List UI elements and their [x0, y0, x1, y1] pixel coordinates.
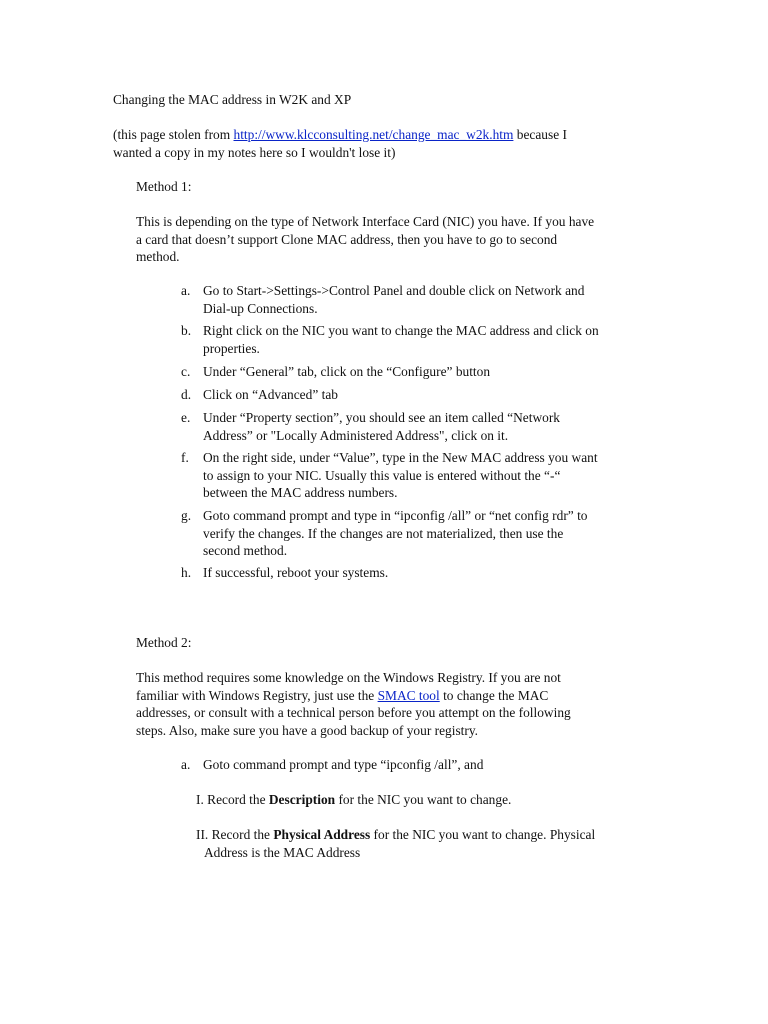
step-marker: d. — [181, 387, 192, 402]
substep-bold: Description — [268, 792, 336, 807]
substep-text: for the NIC you want to change. — [335, 792, 512, 807]
smac-tool-link[interactable]: SMAC tool — [377, 687, 440, 703]
intro-paragraph — [113, 126, 673, 161]
step-text: to assign to your NIC. Usually this value is entered without the “-“ — [203, 467, 561, 483]
step-marker: g. — [181, 508, 192, 523]
method2-para-line: steps. Also, make sure you have a good backup of your registry. — [136, 722, 479, 738]
step-text: Dial-up Connections. — [203, 300, 318, 316]
method2-para-line: addresses, or consult with a technical person before you attempt on the following — [136, 705, 571, 720]
substep-text: Address is the MAC Address — [204, 844, 361, 860]
page-title: Changing the MAC address in W2K and XP — [113, 92, 352, 107]
step-text: Goto command prompt and type in “ipconfig /all” or “net config rdr” to — [203, 508, 588, 523]
step-marker: c. — [181, 364, 191, 379]
step-text: properties. — [203, 340, 260, 356]
method2-para-line: This method requires some knowledge on the Windows Registry. If you are not — [136, 670, 561, 685]
source-link[interactable]: http://www.klcconsulting.net/change_mac_w2k.htm — [233, 127, 514, 142]
method1-para-line: method. — [136, 249, 180, 264]
intro-text-line2: wanted a copy in my notes here so I wouldn't lose it) — [113, 144, 396, 160]
method1-paragraph — [136, 213, 676, 266]
step-text: Goto command prompt and type “ipconfig /all”, and — [203, 757, 484, 772]
step-marker: f. — [181, 450, 189, 465]
intro-text-post: because I — [513, 127, 567, 142]
step-marker: b. — [181, 323, 192, 338]
step-text: Under “Property section”, you should see an item called “Network — [203, 410, 560, 425]
step-text: On the right side, under “Value”, type in the New MAC address you want — [203, 450, 598, 465]
step-marker: a. — [181, 283, 191, 298]
method2-paragraph — [136, 669, 696, 739]
method2-substep-2 — [196, 826, 676, 861]
step-marker: a. — [181, 757, 191, 772]
step-marker: e. — [181, 410, 191, 425]
step-text: Right click on the NIC you want to change the MAC address and click on — [203, 323, 599, 338]
step-text: Go to Start->Settings->Control Panel and double click on Network and — [203, 283, 585, 298]
step-text: between the MAC address numbers. — [203, 485, 398, 500]
method1-para-line: a card that doesn’t support Clone MAC address, then you have to go to second — [136, 231, 558, 247]
substep-bold: Physical Address — [273, 827, 371, 842]
method1-para-line: This is depending on the type of Network Interface Card (NIC) you have. If you have — [136, 214, 595, 229]
substep-text: II. Record the — [196, 827, 274, 842]
substep-text: for the NIC you want to change. Physical — [370, 827, 596, 842]
step-text: Click on “Advanced” tab — [203, 387, 338, 402]
method1-heading: Method 1: — [136, 179, 192, 194]
substep-text: I. Record the — [196, 792, 269, 807]
method2-para-text: to change the MAC — [439, 687, 549, 703]
step-text: verify the changes. If the changes are not materialized, then use the — [203, 525, 564, 541]
step-text: Address” or "Locally Administered Address", click on it. — [203, 427, 509, 443]
step-text: second method. — [203, 543, 288, 558]
method2-heading: Method 2: — [136, 635, 192, 650]
intro-text-pre: (this page stolen from — [113, 127, 234, 142]
step-marker: h. — [181, 565, 192, 580]
method2-para-text: familiar with Windows Registry, just use the — [136, 687, 378, 703]
step-text: Under “General” tab, click on the “Configure” button — [203, 364, 491, 379]
step-text: If successful, reboot your systems. — [203, 565, 389, 580]
method2-substep-1 — [196, 791, 511, 809]
